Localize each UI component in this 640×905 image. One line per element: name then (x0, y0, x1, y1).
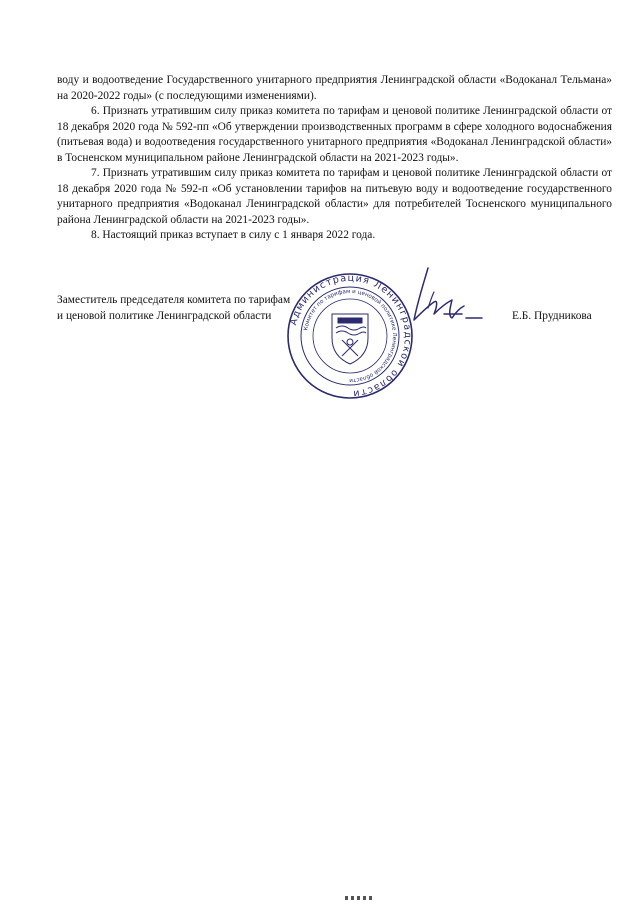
position-line-1: Заместитель председателя комитета по тарифам (57, 294, 291, 306)
svg-text:Комитет по тарифам и ценовой п: Комитет по тарифам и ценовой политике Ленинградской области (303, 288, 398, 384)
paragraph-continuation: воду и водоотведение Государственного унитарного предприятия Ленинградской области «Водоканал Тельмана» на 2020-2022 годы» (с последующими изменениями). (57, 74, 612, 102)
svg-text:Администрация Ленинградской об: Администрация Ленинградской области (288, 272, 414, 400)
position-line-2: и ценовой политике Ленинградской области (57, 310, 272, 322)
coat-of-arms-icon (332, 314, 368, 364)
paragraph-7: 7. Признать утратившим силу приказ комитета по тарифам и ценовой политике Ленинградской области от 18 декабря 2020 года № 592-п «Об установлении тарифов на питьевую воду и водоотведение государственного унитарного предприятия «Водоканал Ленинградской области» для потребителей Тосненского муниципального района Ленинградской области на 2021-2023 годы». (57, 167, 612, 226)
paragraph-6: 6. Признать утратившим силу приказ комитета по тарифам и ценовой политике Ленинградской области от 18 декабря 2020 года № 592-пп «Об утверждении производственных программ в сфере холодного водоснабжения (питьевая вода) и водоотведения государственного унитарного предприятия «Водоканал Ленинградской области» в Тосненском муниципальном районе Ленинградской области на 2021-2023 годы». (57, 105, 612, 164)
signatory-name: Е.Б. Прудникова (512, 310, 592, 322)
official-seal (286, 272, 414, 400)
document-body (57, 73, 612, 244)
handwritten-signature (404, 262, 484, 332)
scan-artifact (345, 895, 375, 901)
paragraph-8: 8. Настоящий приказ вступает в силу с 1 января 2022 года. (91, 229, 376, 241)
